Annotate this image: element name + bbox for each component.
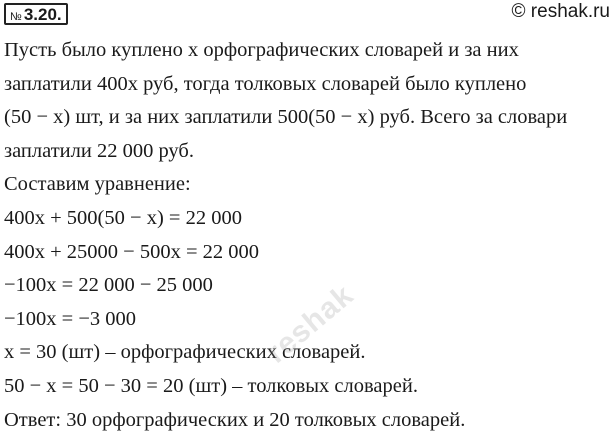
equation-line: 400x + 25000 − 500x = 22 000 bbox=[4, 240, 260, 263]
answer-line: Ответ: 30 орфографических и 20 толковых словарей. bbox=[4, 408, 466, 431]
problem-number: 3.20. bbox=[23, 5, 62, 24]
text-line: заплатили 22 000 руб. bbox=[4, 139, 194, 162]
solution-text bbox=[4, 34, 616, 437]
text-line: (50 − x) шт, и за них заплатили 500(50 − x) руб. Всего за словари bbox=[4, 106, 568, 129]
equation-line: −100x = 22 000 − 25 000 bbox=[4, 274, 213, 297]
text-line: Пусть было куплено x орфографических словарей и за них bbox=[4, 39, 519, 61]
result-line: 50 − x = 50 − 30 = 20 (шт) – толковых словарей. bbox=[4, 374, 418, 397]
text-line: Составим уравнение: bbox=[4, 173, 191, 196]
equation-line: 400x + 500(50 − x) = 22 000 bbox=[4, 206, 242, 229]
number-sign: № bbox=[10, 11, 22, 23]
site-copyright: © reshak.ru bbox=[511, 1, 610, 22]
problem-number-badge bbox=[4, 3, 68, 25]
text-line: заплатили 400x руб, тогда толковых словарей было куплено bbox=[4, 72, 527, 95]
equation-line: −100x = −3 000 bbox=[4, 307, 137, 330]
watermark-text: reshak bbox=[259, 278, 360, 370]
result-line: x = 30 (шт) – орфографических словарей. bbox=[4, 341, 366, 364]
header bbox=[0, 0, 616, 30]
